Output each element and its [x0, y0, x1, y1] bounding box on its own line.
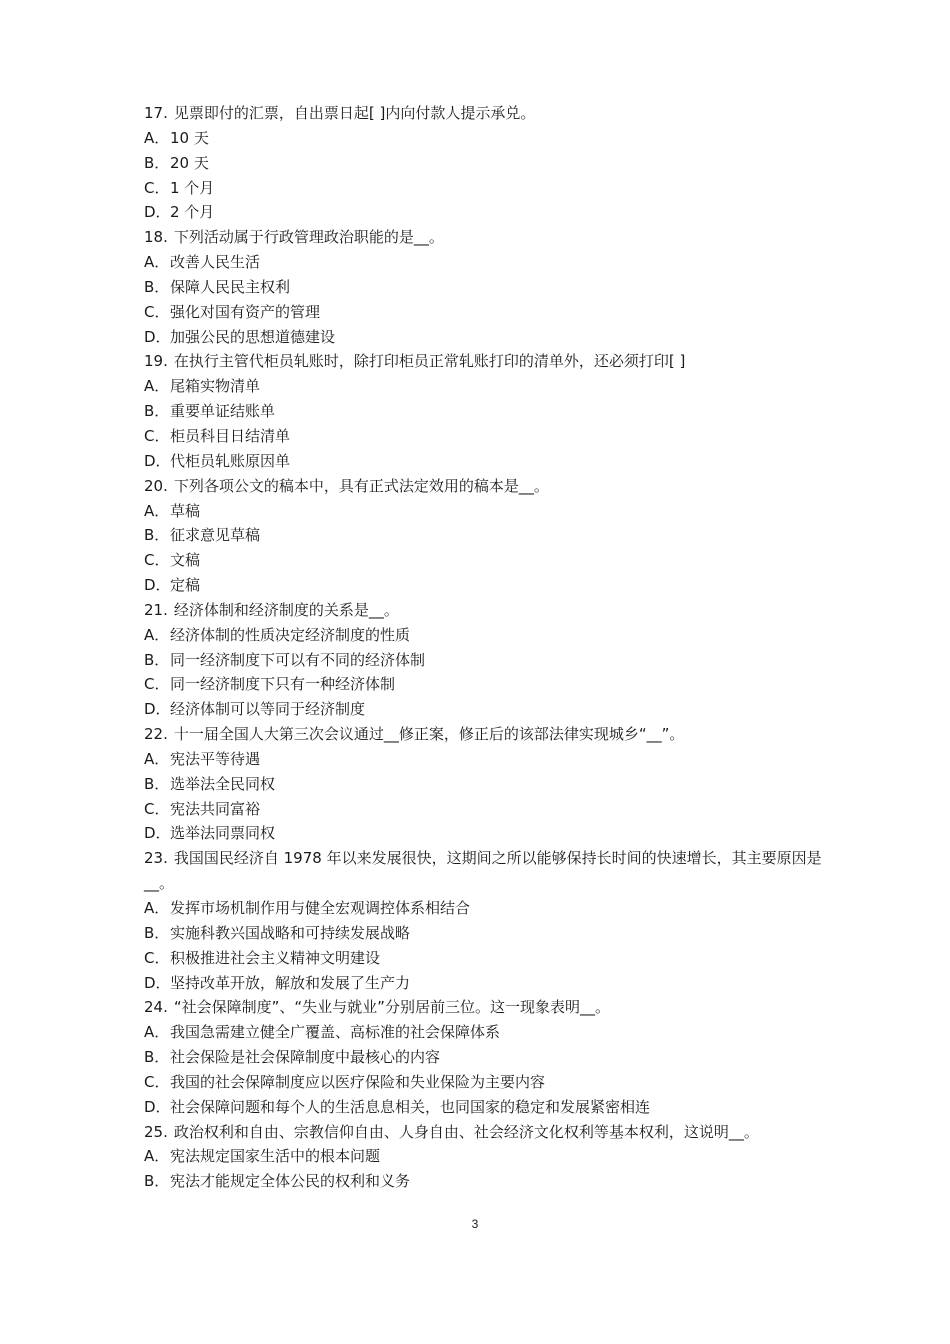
question-stem: 政治权利和自由、宗教信仰自由、人身自由、社会经济文化权利等基本权利，这说明__。 [173, 1122, 759, 1141]
option-text: 20 天 [170, 153, 209, 172]
answer-option [144, 499, 824, 524]
option-letter: B． [144, 774, 170, 793]
option-text: 尾箱实物清单 [170, 377, 261, 396]
question-stem: 见票即付的汇票，自出票日起[ ]内向付款人提示承兑。 [173, 104, 536, 122]
answer-option [144, 623, 824, 648]
option-text: 代柜员轧账原因单 [170, 451, 291, 470]
answer-option [144, 548, 824, 573]
option-letter: D． [144, 700, 171, 719]
answer-option [144, 151, 824, 176]
answer-option [144, 176, 824, 201]
question-text [144, 101, 824, 126]
option-letter: C． [144, 799, 170, 818]
option-text: 2 个月 [170, 203, 215, 222]
option-letter: D． [144, 203, 171, 222]
question-number: 19. [144, 352, 168, 371]
option-letter: B． [144, 153, 170, 172]
question-number: 18. [144, 228, 168, 247]
answer-option [144, 821, 824, 846]
option-text: 选举法同票同权 [170, 824, 276, 843]
option-text: 同一经济制度下只有一种经济体制 [170, 675, 396, 694]
option-text: 宪法才能规定全体公民的权利和义务 [170, 1172, 411, 1191]
question-number: 21. [144, 600, 168, 619]
option-text: 同一经济制度下可以有不同的经济体制 [170, 650, 426, 669]
answer-option [144, 797, 824, 822]
question-number: 17. [144, 104, 168, 122]
option-letter: D． [144, 451, 171, 470]
question-stem: 十一届全国人大第三次会议通过__修正案，修正后的该部法律实现城乡“__”。 [173, 725, 685, 744]
question-number: 24. [144, 998, 168, 1017]
option-letter: D． [144, 1097, 171, 1116]
option-text: 宪法规定国家生活中的根本问题 [170, 1147, 381, 1166]
answer-option [144, 424, 824, 449]
question-number: 23. [144, 849, 168, 868]
question-list [144, 101, 824, 1194]
option-text: 征求意见草稿 [170, 526, 261, 545]
answer-option [144, 1070, 824, 1095]
option-letter: B． [144, 650, 170, 669]
answer-option [144, 573, 824, 598]
option-text: 柜员科目日结清单 [170, 426, 291, 445]
option-letter: A． [144, 377, 170, 396]
answer-option [144, 1095, 824, 1120]
option-letter: A． [144, 899, 170, 917]
answer-option [144, 325, 824, 350]
answer-option [144, 523, 824, 548]
option-letter: A． [144, 128, 170, 147]
option-letter: B． [144, 1172, 170, 1191]
option-letter: C． [144, 178, 170, 197]
option-text: 加强公民的思想道德建设 [170, 327, 336, 346]
option-text: 定稿 [170, 576, 201, 595]
option-letter: A． [144, 1147, 170, 1166]
answer-option [144, 300, 824, 325]
option-letter: D． [144, 973, 171, 992]
option-letter: B． [144, 526, 170, 545]
option-letter: D． [144, 576, 171, 595]
option-letter: B． [144, 1048, 170, 1067]
option-letter: C． [144, 948, 170, 967]
answer-option [144, 946, 824, 971]
option-text: 强化对国有资产的管理 [170, 302, 321, 321]
option-text: 我国急需建立健全广覆盖、高标准的社会保障体系 [170, 1023, 501, 1042]
answer-option [144, 1144, 824, 1169]
option-letter: A． [144, 749, 170, 768]
question-text [144, 995, 824, 1020]
answer-option [144, 200, 824, 225]
option-letter: B． [144, 277, 170, 296]
option-letter: D． [144, 327, 171, 346]
answer-option [144, 672, 824, 697]
option-text: 实施科教兴国战略和可持续发展战略 [170, 923, 411, 942]
option-text: 保障人民民主权利 [170, 277, 291, 296]
question-number: 25. [144, 1122, 168, 1141]
option-text: 宪法共同富裕 [170, 799, 261, 818]
option-letter: D． [144, 824, 171, 843]
question-text [144, 225, 824, 250]
answer-option [144, 971, 824, 996]
answer-option [144, 921, 824, 946]
option-text: 文稿 [170, 551, 201, 570]
option-letter: C． [144, 302, 170, 321]
option-letter: B． [144, 402, 170, 421]
answer-option [144, 374, 824, 399]
option-text: 1 个月 [170, 178, 215, 197]
option-letter: A． [144, 501, 170, 520]
option-text: 经济体制的性质决定经济制度的性质 [170, 625, 411, 644]
option-text: 经济体制可以等同于经济制度 [170, 700, 366, 719]
option-text: 发挥市场机制作用与健全宏观调控体系相结合 [170, 899, 471, 917]
question-text [144, 1120, 824, 1145]
option-text: 改善人民生活 [170, 253, 261, 272]
question-stem: 下列活动属于行政管理政治职能的是__。 [173, 228, 444, 247]
option-text: 草稿 [170, 501, 201, 520]
answer-option [144, 250, 824, 275]
question-stem: 下列各项公文的稿本中，具有正式法定效用的稿本是__。 [173, 476, 549, 495]
option-letter: B． [144, 923, 170, 942]
question-text [144, 846, 824, 896]
option-letter: A． [144, 253, 170, 272]
question-number: 22. [144, 725, 168, 744]
option-letter: C． [144, 1072, 170, 1091]
answer-option [144, 126, 824, 151]
answer-option [144, 1169, 824, 1194]
page-number: 3 [471, 1217, 479, 1231]
question-stem: 经济体制和经济制度的关系是__。 [173, 600, 399, 619]
question-text [144, 722, 824, 747]
question-stem: 在执行主管代柜员轧账时，除打印柜员正常轧账打印的清单外，还必须打印[ ] [173, 352, 686, 371]
option-text: 社会保障问题和每个人的生活息息相关，也同国家的稳定和发展紧密相连 [170, 1097, 651, 1116]
option-text: 坚持改革开放，解放和发展了生产力 [170, 973, 411, 992]
option-text: 积极推进社会主义精神文明建设 [170, 948, 381, 967]
answer-option [144, 896, 824, 921]
option-text: 10 天 [170, 128, 209, 147]
option-letter: C． [144, 551, 170, 570]
option-text: 社会保险是社会保障制度中最核心的内容 [170, 1048, 441, 1067]
answer-option [144, 772, 824, 797]
answer-option [144, 697, 824, 722]
question-stem: “社会保障制度”、“失业与就业”分别居前三位。这一现象表明__。 [173, 998, 610, 1017]
answer-option [144, 275, 824, 300]
option-letter: A． [144, 625, 170, 644]
question-number: 20. [144, 476, 168, 495]
answer-option [144, 1045, 824, 1070]
question-text [144, 349, 824, 374]
question-text [144, 598, 824, 623]
answer-option [144, 747, 824, 772]
option-letter: A． [144, 1023, 170, 1042]
option-text: 宪法平等待遇 [170, 749, 261, 768]
answer-option [144, 449, 824, 474]
option-letter: C． [144, 675, 170, 694]
option-text: 我国的社会保障制度应以医疗保险和失业保险为主要内容 [170, 1072, 546, 1091]
answer-option [144, 648, 824, 673]
question-stem: 我国国民经济自 1978 年以来发展很快，这期间之所以能够保持长时间的快速增长，其主要原因是__。 [144, 849, 822, 893]
option-text: 重要单证结账单 [170, 402, 276, 421]
answer-option [144, 1020, 824, 1045]
answer-option [144, 399, 824, 424]
option-letter: C． [144, 426, 170, 445]
question-text [144, 474, 824, 499]
option-text: 选举法全民同权 [170, 774, 276, 793]
